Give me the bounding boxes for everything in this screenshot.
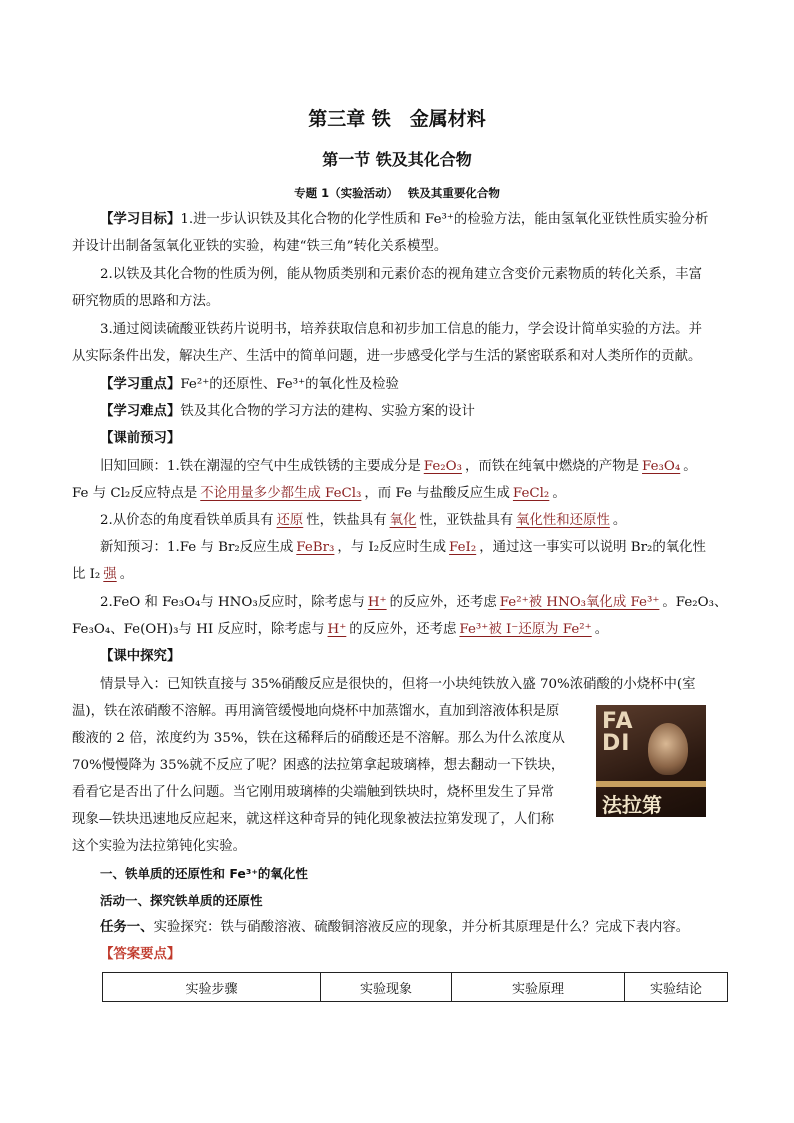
objectives-p2-line-1: 2.以铁及其化合物的性质为例，能从物质类别和元素价态的视角建立含变价元素物质的转化关系，丰富 [100, 267, 702, 282]
explore-label: 【课中探究】 [100, 649, 181, 664]
objectives-line-2: 并设计出制备氢氧化亚铁的实验，构建“铁三角”转化关系模型。 [72, 239, 448, 254]
objectives-p3-line-1: 3.通过阅读硫酸亚铁药片说明书，培养获取信息和初步加工信息的能力，学会设计简单实验的方法。并 [100, 322, 702, 337]
scenario-line-2: 温)，铁在浓硝酸不溶解。再用滴管缓慢地向烧杯中加蒸馏水，直加到溶液体积是原 [72, 704, 560, 719]
objectives-line-1: 【学习目标】1.进一步认识铁及其化合物的化学性质和 Fe³⁺的检验方法，能由氢氧化亚铁性质实验分析 [100, 212, 709, 227]
preview-review-1: 旧知回顾：1.铁在潮湿的空气中生成铁锈的主要成分是 Fe₂O₃ ，而铁在纯氧中燃烧的产物是 Fe₃O₄ 。 [100, 457, 722, 477]
answer-blank: FeI₂ [449, 540, 477, 555]
answer-blank: FeCl₂ [512, 486, 550, 501]
experiment-table [102, 972, 728, 1002]
task-1: 任务一、实验探究：铁与硝酸溶液、硫酸铜溶液反应的现象，并分析其原理是什么？完成下表内容。 [100, 920, 690, 935]
difficulty-points: 【学习难点】铁及其化合物的学习方法的建构、实验方案的设计 [100, 404, 475, 419]
answer-blank: Fe₂O₃ [423, 459, 462, 474]
answer-blank: FeBr₃ [296, 540, 335, 555]
preview-new-1: 新知预习：1.Fe 与 Br₂反应生成 FeBr₃ ，与 I₂反应时生成 FeI₂ ，通过这一事实可以说明 Br₂的氧化性 [100, 538, 722, 558]
table-header-row [103, 973, 728, 1002]
preview-review-3: 2.从价态的角度看铁单质具有 还原 性，铁盐具有 氧化 性，亚铁盐具有 氧化性和还原性 。 [100, 511, 722, 531]
answer-blank: 氧化性和还原性 [516, 513, 610, 528]
cover-title-letters: FA DI [602, 709, 634, 756]
preview-review-2: Fe 与 Cl₂反应特点是 不论用量多少都生成 FeCl₃ ，而 Fe 与盐酸反应生成 FeCl₂ 。 [72, 484, 722, 504]
answer-blank: Fe²⁺被 HNO₃氧化成 Fe³⁺ [499, 595, 660, 610]
scenario-line-3: 酸液的 2 倍，浓度约为 35%，铁在这稀释后的硝酸还是不溶解。那么为什么浓度从 [72, 731, 565, 746]
cover-name: 法拉第 [602, 793, 662, 817]
key-points: 【学习重点】Fe²⁺的还原性、Fe³⁺的氧化性及检验 [100, 377, 399, 392]
answer-blank: H⁺ [367, 595, 387, 610]
answer-blank: 氧化 [389, 513, 417, 528]
preview-label: 【课前预习】 [100, 431, 181, 446]
portrait [648, 723, 688, 775]
scenario-line-7: 这个实验为法拉第钝化实验。 [72, 839, 247, 854]
preview-new-4: Fe₃O₄、Fe(OH)₃与 HI 反应时，除考虑与 H⁺ 的反应外，还考虑 Fe³⁺被 I⁻还原为 Fe²⁺ 。 [72, 620, 722, 640]
scenario-line-5: 看看它是否出了什么问题。当它刚用玻璃棒的尖端触到铁块时，烧杯里发生了异常 [72, 785, 555, 800]
scenario-line-6: 现象—铁块迅速地反应起来，就这样这种奇异的钝化现象被法拉第发现了，人们称 [72, 812, 555, 827]
scenario-line-1: 情景导入：已知铁直接与 35%硝酸反应是很快的，但将一小块纯铁放入盛 70%浓硝酸的小烧杯中(室 [100, 677, 696, 692]
answer-blank: 还原 [276, 513, 304, 528]
preview-new-3: 2.FeO 和 Fe₃O₄与 HNO₃反应时，除考虑与 H⁺ 的反应外，还考虑 Fe²⁺被 HNO₃氧化成 Fe³⁺ 。Fe₂O₃、 [100, 593, 722, 613]
objectives-p2-line-2: 研究物质的思路和方法。 [72, 294, 220, 309]
scenario-line-4: 70%慢慢降为 35%就不反应了呢？困惑的法拉第拿起玻璃棒，想去翻动一下铁块， [72, 758, 565, 773]
answer-blank: 不论用量多少都生成 FeCl₃ [200, 486, 362, 501]
heading-iron-reducibility: 一、铁单质的还原性和 Fe³⁺的氧化性 [100, 866, 308, 881]
answer-blank: H⁺ [327, 622, 347, 637]
chapter-title: 第三章 铁 金属材料 [308, 108, 486, 130]
table-header-principle: 实验原理 [452, 973, 625, 1002]
topic-title: 专题 1（实验活动） 铁及其重要化合物 [294, 186, 500, 200]
answer-blank: Fe³⁺被 I⁻还原为 Fe²⁺ [459, 622, 592, 637]
preview-new-2: 比 I₂ 强 。 [72, 565, 722, 585]
objectives-p3-line-2: 从实际条件出发，解决生产、生活中的简单问题，进一步感受化学与生活的紧密联系和对人类所作的贡献。 [72, 349, 702, 364]
answer-blank: Fe₃O₄ [642, 459, 681, 474]
table-header-step: 实验步骤 [103, 973, 321, 1002]
heading-activity-1: 活动一、探究铁单质的还原性 [100, 893, 263, 908]
table-header-phenomenon: 实验现象 [321, 973, 452, 1002]
section-title: 第一节 铁及其化合物 [322, 150, 472, 169]
faraday-book-cover-image [596, 705, 706, 817]
answer-blank: 强 [103, 567, 117, 582]
objectives-label: 【学习目标】 [100, 212, 181, 227]
table-header-conclusion: 实验结论 [625, 973, 728, 1002]
answer-points-label: 【答案要点】 [100, 947, 181, 962]
